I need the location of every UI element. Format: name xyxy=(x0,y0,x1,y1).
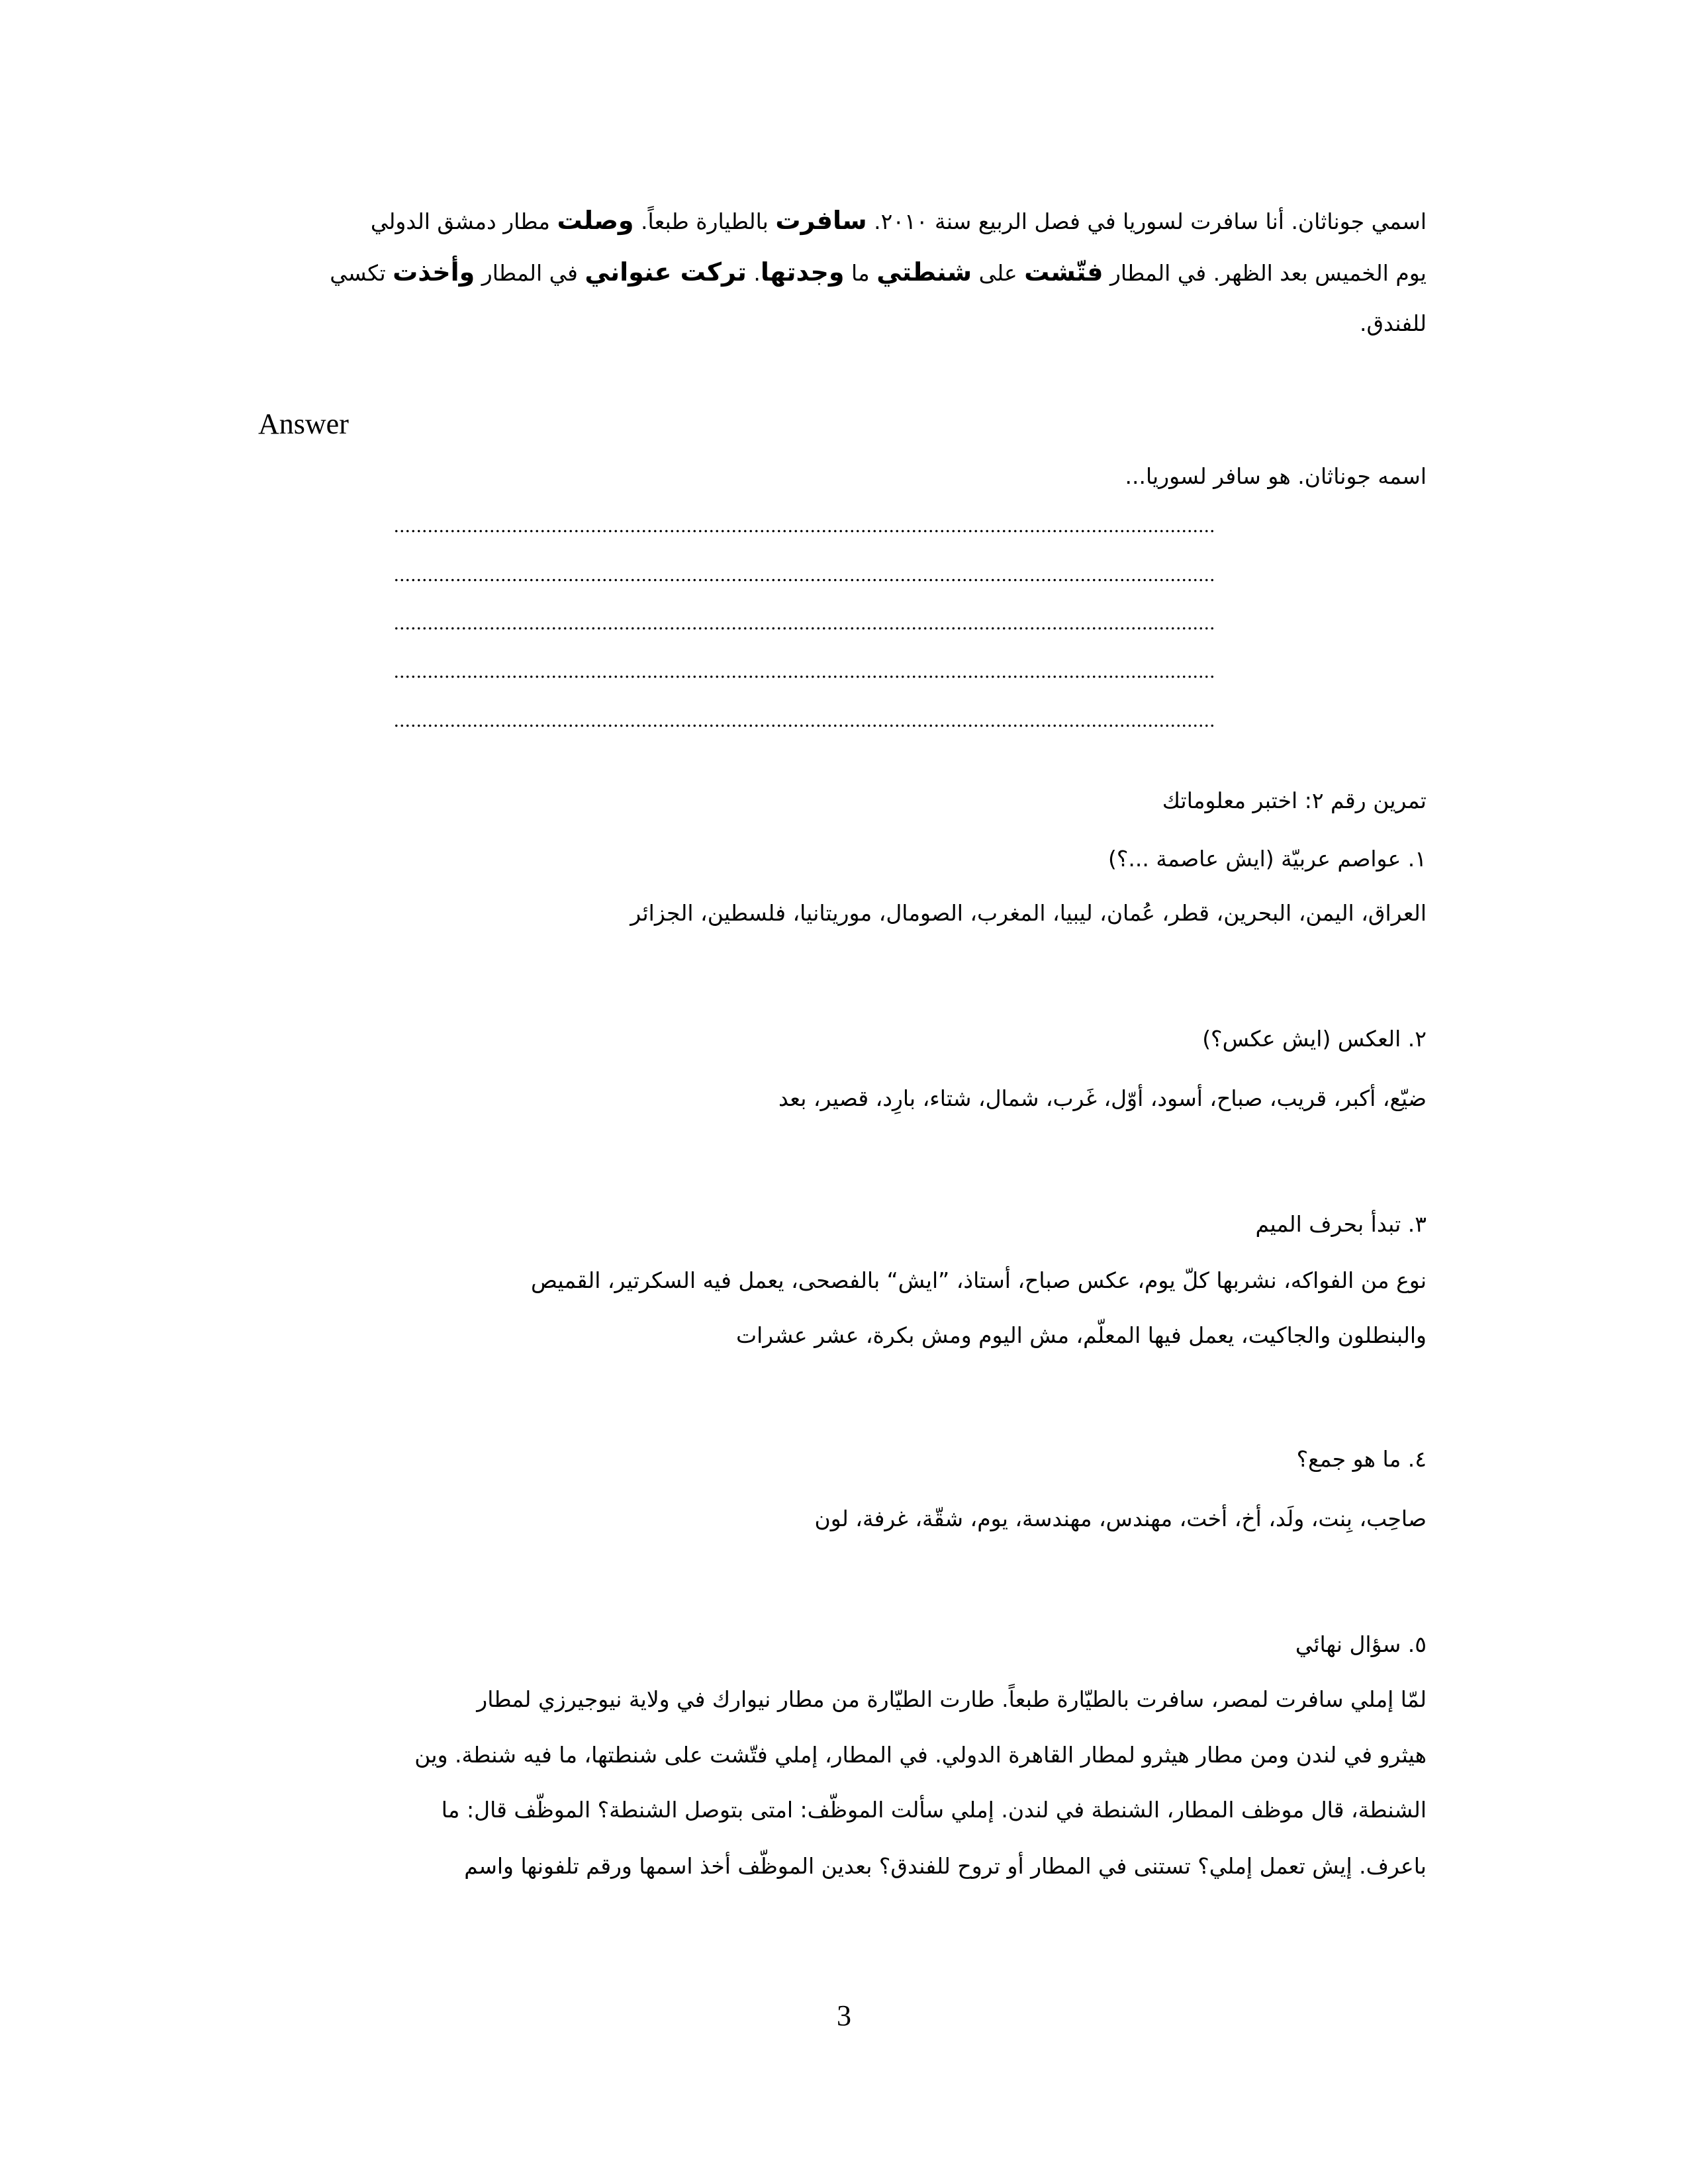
question-1-items: العراق، اليمن، البحرين، قطر، عُمان، ليبيا، المغرب، الصومال، موريتانيا، فلسطين، الجزائر xyxy=(630,900,1427,926)
intro-text: اسمي جوناثان. أنا سافرت لسوريا في فصل الربيع سنة ٢٠١٠. xyxy=(867,208,1427,234)
answer-start-text: اسمه جوناثان. هو سافر لسوريا... xyxy=(1125,463,1427,489)
answer-label: Answer xyxy=(258,408,349,440)
question-2: ٢. العكس (ايش عكس؟) xyxy=(1202,1026,1427,1052)
question-4: ٤. ما هو جمع؟ xyxy=(1296,1446,1427,1472)
intro-line-2 xyxy=(255,247,1427,298)
question-3: ٣. تبدأ بحرف الميم xyxy=(1255,1211,1427,1237)
intro-text: بالطيارة طبعاً. xyxy=(633,208,776,234)
intro-line-1 xyxy=(255,195,1427,247)
intro-text: مطار دمشق الدولي xyxy=(370,208,557,234)
answer-dotted-line-2[interactable]: .................................................................................................................................................. xyxy=(394,564,1215,586)
answer-dotted-line-3[interactable]: .................................................................................................................................................. xyxy=(394,612,1215,634)
answer-dotted-line-4[interactable]: .................................................................................................................................................. xyxy=(394,660,1215,682)
intro-text: يوم الخميس بعد الظهر. في المطار xyxy=(1103,260,1427,286)
question-5-text-line-3: الشنطة، قال موظف المطار، الشنطة في لندن. إملي سألت الموظّف: امتى بتوصل الشنطة؟ الموظّف قال: ما xyxy=(441,1797,1427,1823)
question-5: ٥. سؤال نهائي xyxy=(1295,1631,1427,1657)
question-5-text-line-1: لمّا إملي سافرت لمصر، سافرت بالطيّارة طبعاً. طارت الطيّارة من مطار نيوارك في ولاية نيوجيرزي لمطار xyxy=(477,1686,1427,1712)
intro-bold-word: وصلت xyxy=(557,206,634,235)
question-3-items-line-2: والبنطلون والجاكيت، يعمل فيها المعلّم، مش اليوم ومش بكرة، عشر عشرات xyxy=(736,1322,1427,1348)
answer-dotted-line-1[interactable]: .................................................................................................................................................. xyxy=(394,515,1215,537)
intro-paragraph xyxy=(255,195,1427,349)
intro-text: ما xyxy=(844,260,877,286)
intro-bold-word: وجدتها xyxy=(760,257,845,287)
page-number: 3 xyxy=(837,1999,851,2032)
question-5-text-line-4: باعرف. إيش تعمل إملي؟ تستنى في المطار أو تروح للفندق؟ بعدين الموظّف أخذ اسمها ورقم تلفونها واسم xyxy=(464,1853,1427,1879)
intro-line-3: للفندق. xyxy=(1359,310,1427,336)
intro-bold-word: تركت عنواني xyxy=(585,257,747,287)
intro-text: على xyxy=(972,260,1025,286)
intro-text: . xyxy=(746,260,761,286)
question-4-items: صاحِب، بِنت، ولَد، أخ، أخت، مهندس، مهندسة، يوم، شقّة، غرفة، لون xyxy=(814,1506,1427,1531)
intro-bold-word: فتّشت xyxy=(1024,257,1103,287)
intro-bold-word: شنطتي xyxy=(876,257,972,287)
intro-text: في المطار xyxy=(475,260,585,286)
answer-dotted-line-5[interactable]: .................................................................................................................................................. xyxy=(394,709,1215,731)
intro-bold-word: وأخذت xyxy=(393,257,475,287)
question-5-text-line-2: هيثرو في لندن ومن مطار هيثرو لمطار القاهرة الدولي. في المطار، إملي فتّشت على شنطتها، ما فيه شنطة. وين xyxy=(414,1742,1427,1768)
question-1: ١. عواصم عربيّة (ايش عاصمة ...؟) xyxy=(1108,846,1427,872)
question-3-items-line-1: نوع من الفواكه، نشربها كلّ يوم، عكس صباح، أستاذ، ”ايش“ بالفصحى، يعمل فيه السكرتير، القميص xyxy=(531,1267,1427,1293)
question-2-items: ضيّع، أكبر، قريب، صباح، أسود، أوّل، غَرب، شمال، شتاء، بارِد، قصير، بعد xyxy=(778,1085,1427,1111)
exercise-title: تمرين رقم ٢: اختبر معلوماتك xyxy=(1162,788,1427,813)
intro-bold-word: سافرت xyxy=(775,206,867,235)
intro-text: تكسي xyxy=(330,260,393,286)
